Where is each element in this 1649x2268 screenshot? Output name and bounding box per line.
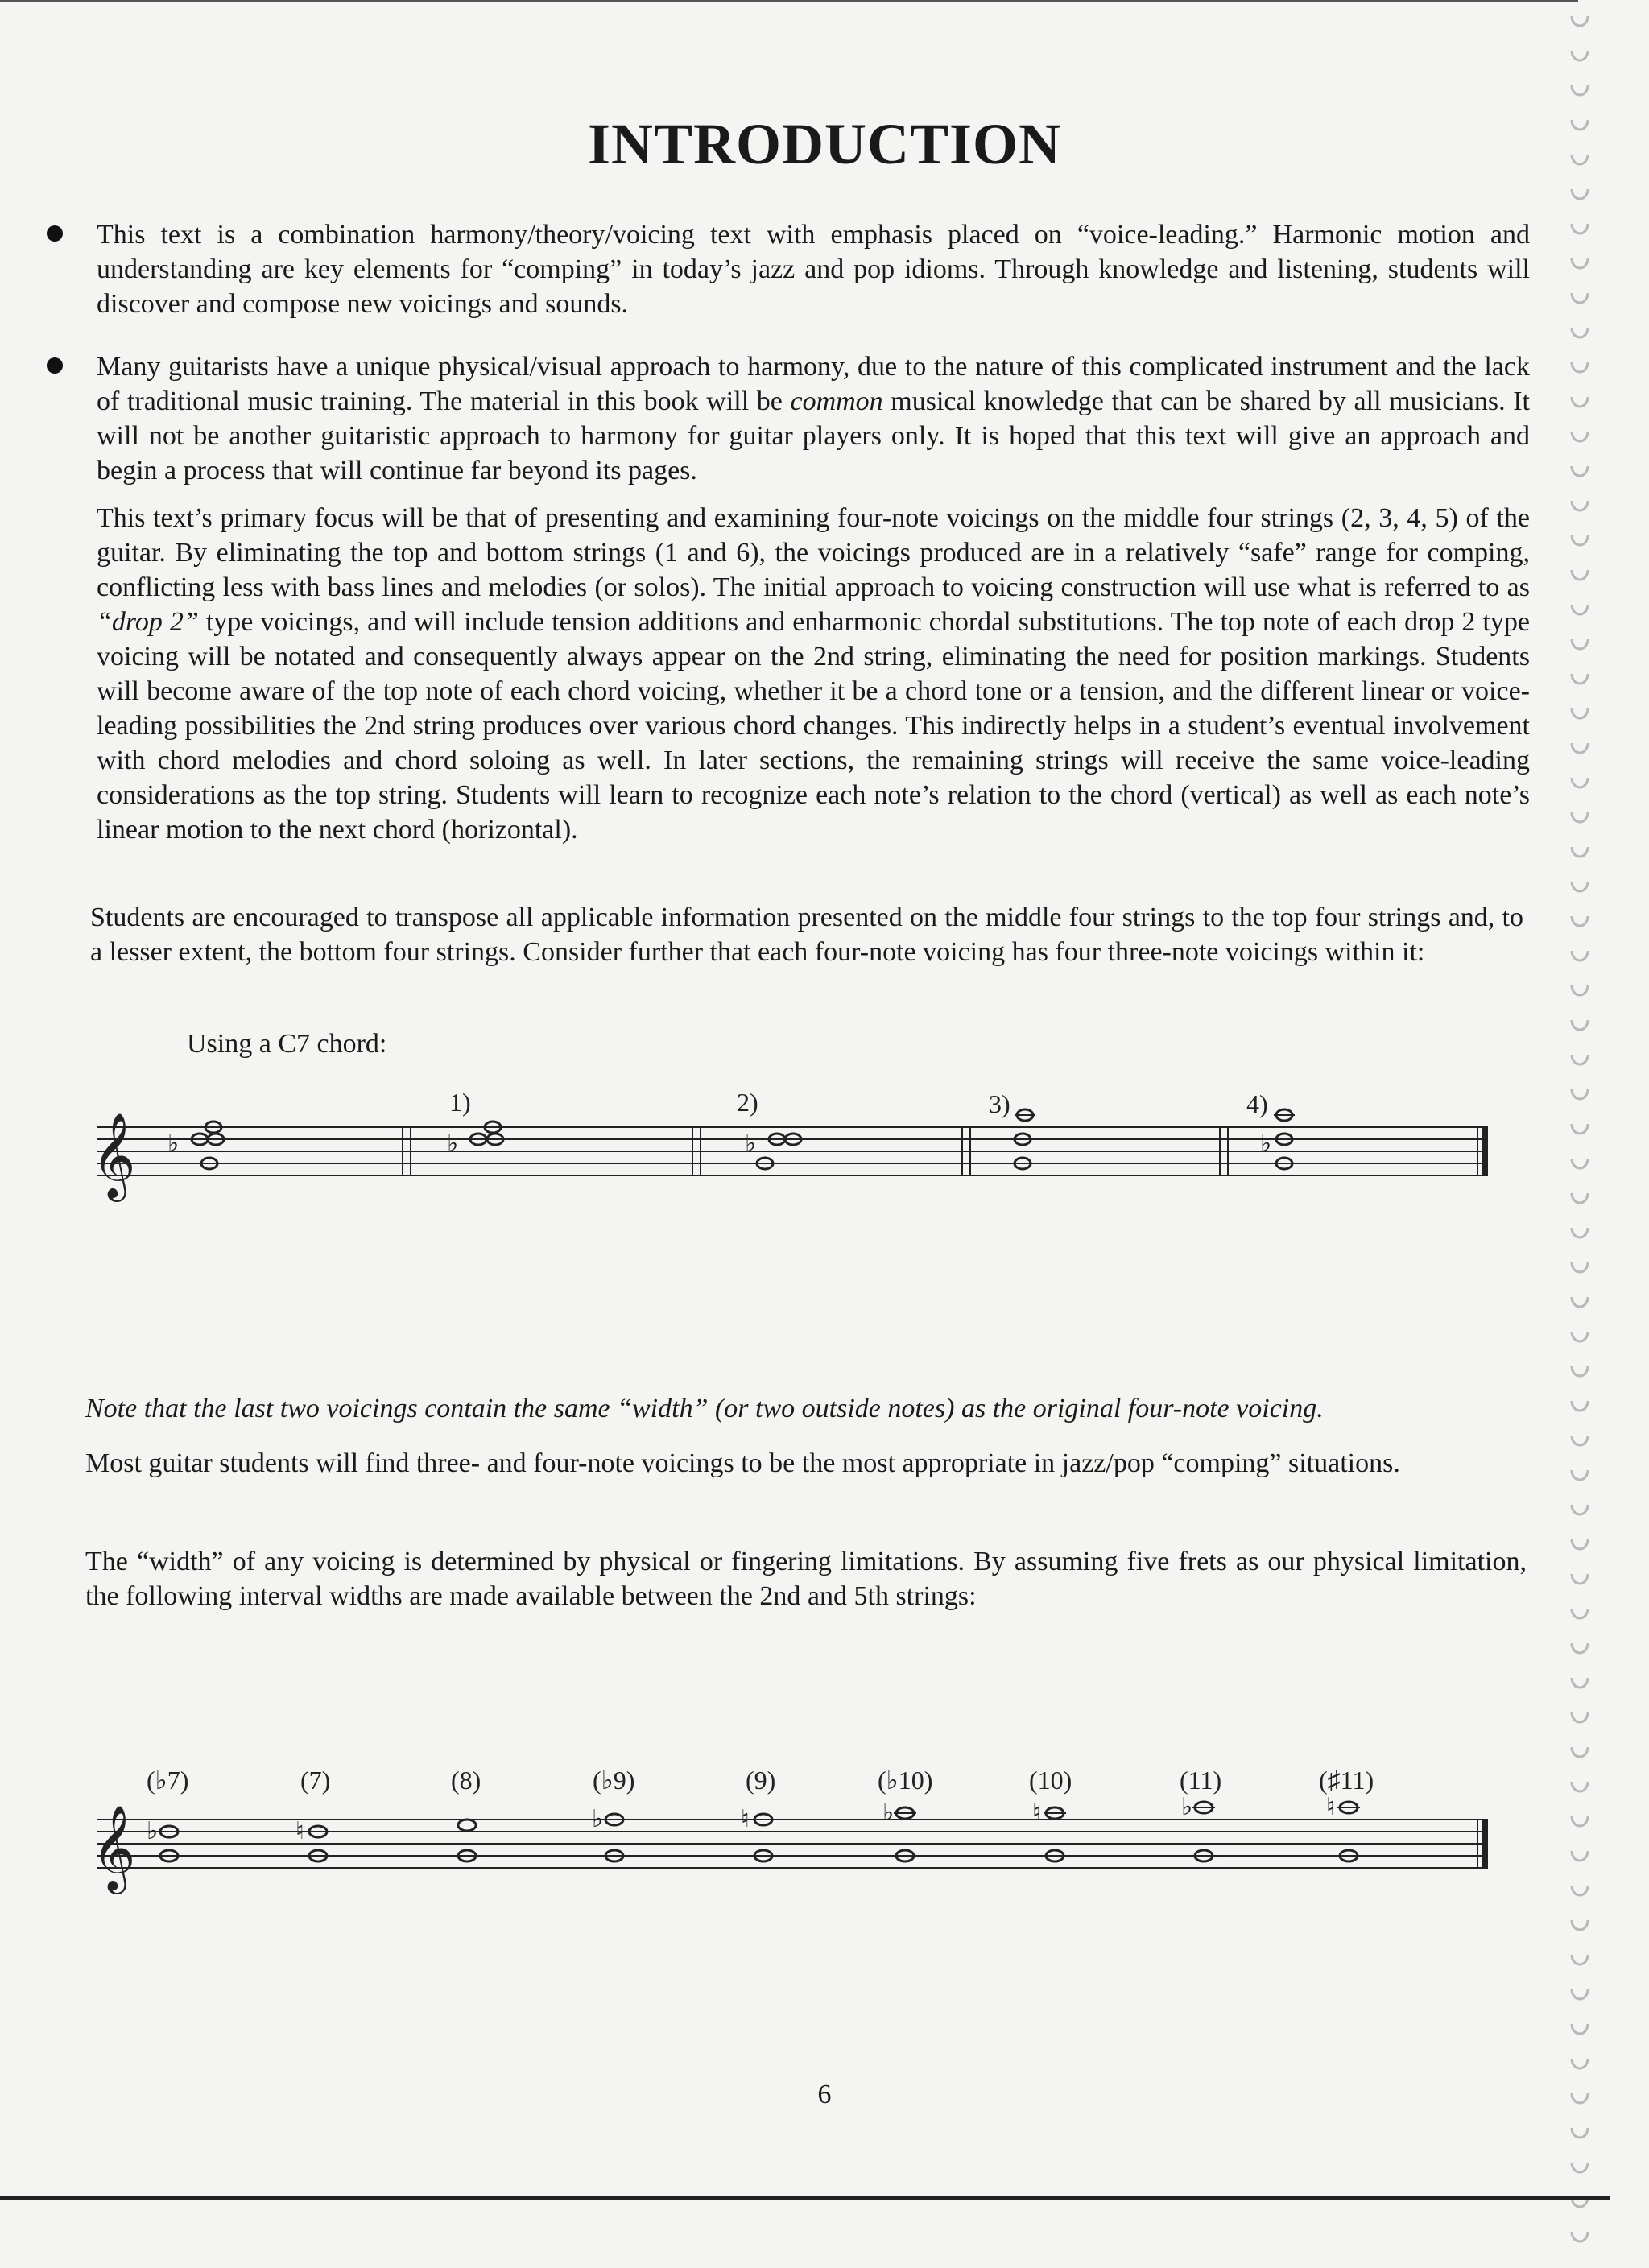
svg-text:♭: ♭ <box>167 1130 180 1158</box>
interval-label: (♭10) <box>878 1766 933 1795</box>
interval-label: (8) <box>451 1766 481 1795</box>
c7-voicings-staff <box>81 1079 1498 1224</box>
page-bottom-edge <box>0 2196 1610 2200</box>
svg-text:♭: ♭ <box>447 1130 459 1158</box>
interval-widths-staff <box>81 1755 1498 1916</box>
bullet-paragraph-1: This text is a combination harmony/theory/voicing text with emphasis placed on “voice-leading.” Harmonic motion and understanding are key elements for “comping” in today’s jazz and pop idioms. Through knowledge and listening, students will discover and compose new voicings and sounds. <box>97 220 1530 319</box>
svg-text:♭: ♭ <box>745 1130 757 1158</box>
svg-text:♮: ♮ <box>741 1805 750 1833</box>
students-paragraph: Most guitar students will find three- and four-note voicings to be the most appropriate in jazz/pop “comping” situations. <box>85 1448 1400 1478</box>
svg-text:♭: ♭ <box>147 1817 159 1845</box>
interval-label: (9) <box>746 1766 776 1795</box>
svg-text:♮: ♮ <box>1326 1793 1335 1821</box>
interval-label: (♭9) <box>593 1766 635 1795</box>
voicing-label-1: 1) <box>449 1088 471 1117</box>
bullet-icon <box>47 357 63 374</box>
bullet-paragraph-2 <box>97 349 1530 488</box>
focus-paragraph: This text’s primary focus will be that of presenting and examining four-note voicings on the middle four strings (2, 3, 4, 5) of the guitar. By eliminating the top and bottom strings (1 and 6), the voicings produced are in a relatively “safe” range for comping, conflicting less with bass lines and melodies (or solos). The initial approach to voicing construction will use what is referred to as “drop 2” type voicings, and will include tension additions and enharmonic chordal substitutions. The top note of each drop 2 type voicing will be notated and consequently always appear on the 2nd string, eliminating the need for position markings. Students will become aware of the top note of each chord voicing, whether it be a chord tone or a tension, and the different linear or voice-leading possibilities the 2nd string produces over various chord changes. This indirectly helps in a student’s eventual involvement with chord melodies and chord soloing as well. In later sections, the remaining strings will receive the same voice-leading considerations as the top string. Students will learn to recognize each note’s relation to the chord (vertical) as well as each note’s linear motion to the next chord (horizontal). <box>97 503 1530 845</box>
page-number: 6 <box>817 2080 832 2109</box>
svg-text:♮: ♮ <box>295 1817 304 1845</box>
width-note: Note that the last two voicings contain the same “width” (or two outside notes) as the original four-note voicing. <box>85 1394 1324 1423</box>
chord-label: Using a C7 chord: <box>187 1029 387 1059</box>
svg-text:♭: ♭ <box>1181 1793 1193 1821</box>
treble-clef-icon: 𝄞 <box>92 1804 136 1890</box>
svg-text:♮: ♮ <box>1032 1799 1041 1827</box>
bullet-2-text: Many guitarists have a unique physical/visual approach to harmony, due to the nature of this complicated instrument and the lack of traditional music training. The material in this book will be common musical knowledge that can be shared by all musicians. It will not be another guitaristic approach to harmony for guitar players only. It is hoped that this text will give an approach and begin a process that will continue far beyond its pages. <box>97 352 1531 485</box>
voicing-label-2: 2) <box>737 1088 758 1117</box>
treble-clef-icon: 𝄞 <box>92 1112 136 1198</box>
bullet-icon <box>47 225 63 242</box>
interval-label: (7) <box>300 1766 331 1795</box>
interval-label: (♭7) <box>147 1766 189 1795</box>
svg-text:♭: ♭ <box>1260 1130 1272 1158</box>
svg-text:♭: ♭ <box>882 1799 895 1827</box>
spiral-binding <box>1560 0 1609 2268</box>
voicing-label-3: 3) <box>989 1089 1010 1118</box>
voicing-label-4: 4) <box>1246 1089 1268 1118</box>
transpose-paragraph: Students are encouraged to transpose all applicable information presented on the middle four strings to the top four strings and, to a lesser extent, the bottom four strings. Consider further that each four-note voicing has four three-note voicings within it: <box>90 903 1523 967</box>
interval-label: (11) <box>1180 1766 1222 1795</box>
interval-label: (10) <box>1029 1766 1072 1795</box>
page-title: INTRODUCTION <box>587 112 1062 176</box>
page-top-edge <box>0 0 1578 2</box>
width-paragraph: The “width” of any voicing is determined by physical or fingering limitations. By assuming five frets as our physical limitation, the following interval widths are made available between the 2nd and 5th strings: <box>85 1547 1527 1611</box>
interval-label: (♯11) <box>1319 1766 1374 1795</box>
svg-text:♭: ♭ <box>592 1805 604 1833</box>
